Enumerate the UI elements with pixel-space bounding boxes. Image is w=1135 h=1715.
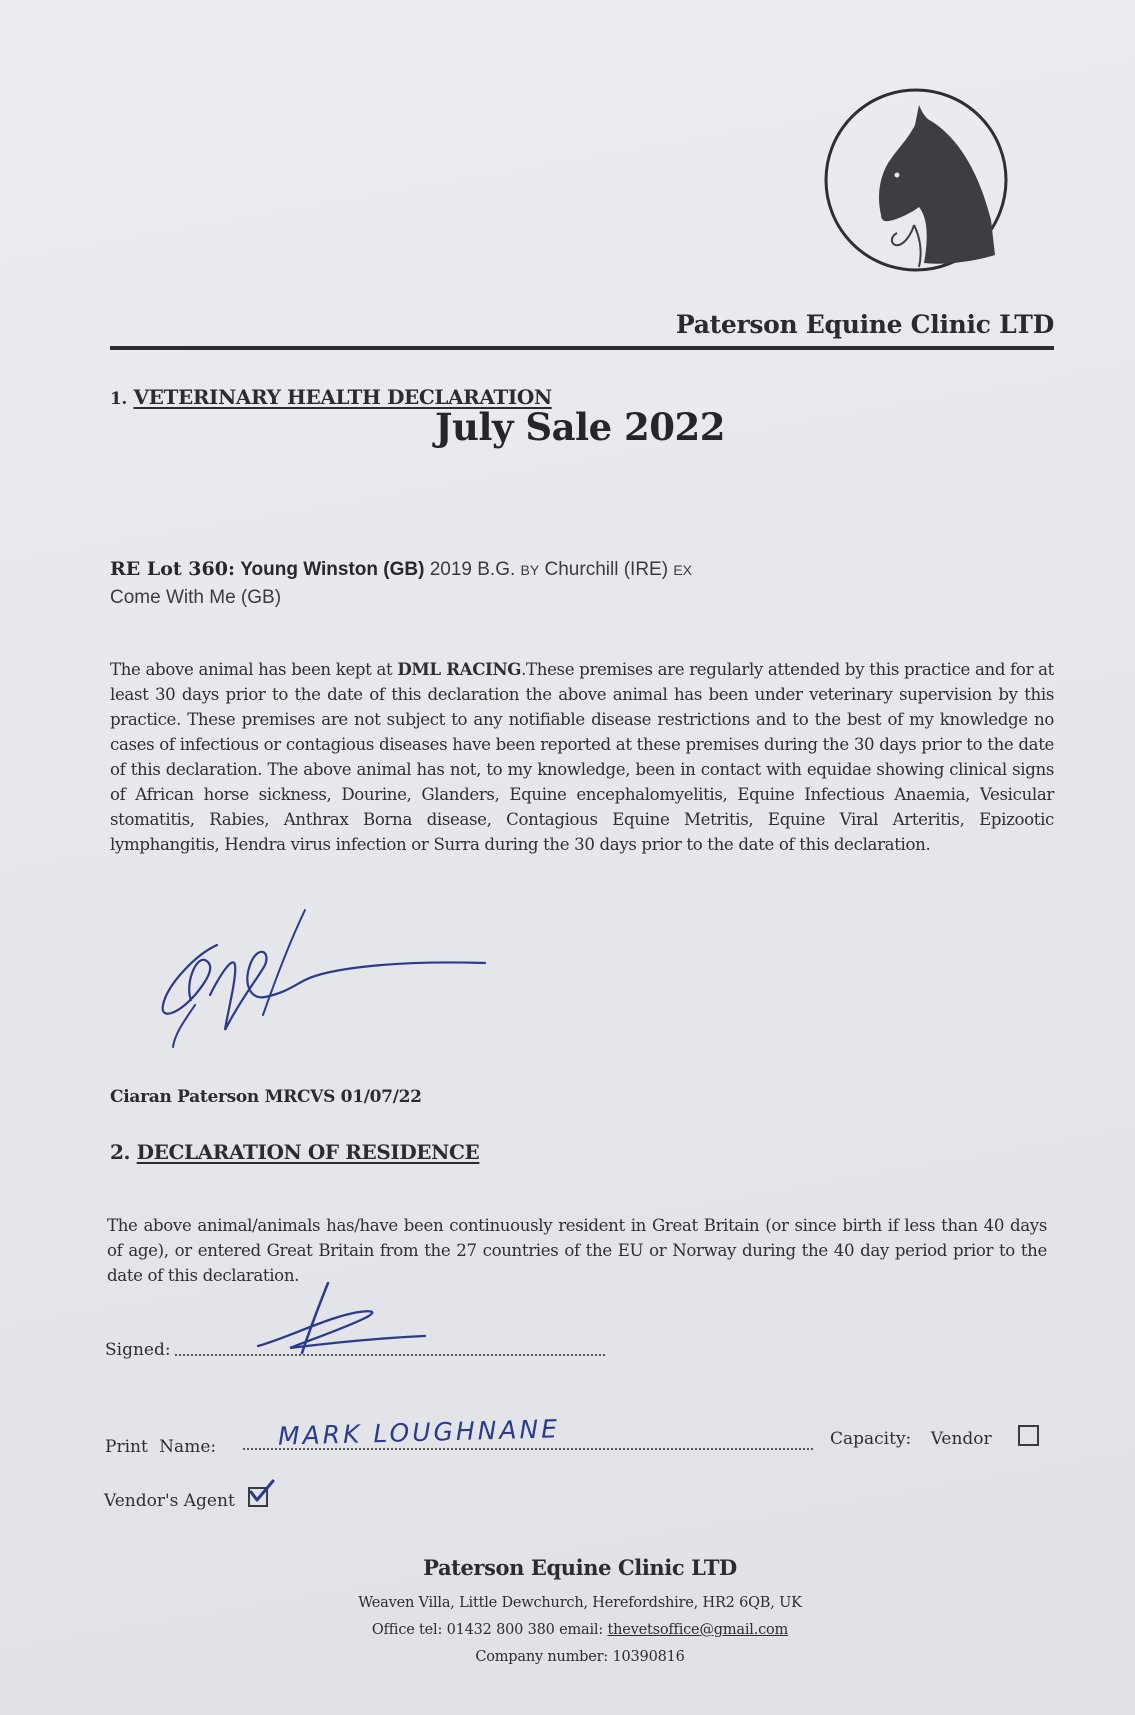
horse-details: 2019 B.G.: [429, 559, 516, 580]
vendor-signature: [250, 1278, 430, 1358]
print-name-label: Print Name:: [105, 1437, 217, 1457]
lot-details: [110, 555, 870, 612]
footer-clinic-name: Paterson Equine Clinic LTD: [423, 1555, 737, 1580]
declaration-text-before: The above animal has been kept at: [110, 660, 393, 679]
ex-word: EX: [673, 562, 693, 578]
sale-title: July Sale 2022: [435, 405, 725, 449]
signed-label: Signed:: [105, 1340, 171, 1360]
footer: [230, 1555, 930, 1671]
checkmark-icon: [246, 1478, 276, 1508]
horse-name: Young Winston (GB): [240, 559, 425, 580]
vet-signature: [155, 905, 495, 1055]
header-divider: [110, 346, 1054, 350]
vendors-agent-label: Vendor's Agent: [104, 1491, 235, 1511]
health-declaration-text: [110, 657, 1054, 857]
header-clinic-name: Paterson Equine Clinic LTD: [675, 310, 1054, 339]
declaration-text-after: .These premises are regularly attended by this practice and for at least 30 days prior to the date of this declaration the above animal has been under veterinary supervision by this practice. These premises are not subject to any notifiable disease restrictions and to the best of my knowledge no cases of infectious or contagious diseases have been reported at these premises during the 30 days prior to the date of this declaration. The above animal has not, to my knowledge, been in contact with equidae showing clinical signs of African horse sickness, Dourine, Glanders, Equine encephalomyelitis, Equine Infectious Anaemia, Vesicular stomatitis, Rabies, Anthrax Borna disease, Contagious Equine Metritis, Equine Viral Arteritis, Epizootic lymphangitis, Hendra virus infection or Surra during the 30 days prior to the date of this declaration.: [110, 660, 1054, 854]
by-word: BY: [520, 562, 540, 578]
capacity-label: Capacity:: [830, 1429, 912, 1449]
dam-name: Come With Me (GB): [110, 587, 282, 608]
residence-declaration-text: The above animal/animals has/have been continuously resident in Great Britain (or since birth if less than 40 days of age), or entered Great Britain from the 27 countries of the EU or Norway during the 40 day period prior to the date of this declaration.: [107, 1216, 1047, 1285]
section-2-heading: [110, 1140, 479, 1164]
print-name-value: MARK LOUGHNANE: [277, 1414, 561, 1451]
vendor-checkbox[interactable]: [1018, 1425, 1039, 1446]
horse-head-logo-icon: [819, 85, 1014, 275]
footer-tel: Office tel: 01432 800 380 email:: [371, 1622, 604, 1638]
footer-email-link[interactable]: thevetsoffice@gmail.com: [607, 1622, 789, 1638]
section-1-number: 1.: [110, 389, 127, 409]
footer-company-number: Company number: 10390816: [475, 1649, 685, 1665]
footer-contact: [230, 1617, 930, 1644]
vendor-label: Vendor: [930, 1429, 992, 1449]
section-2-number: 2.: [110, 1140, 131, 1164]
premises-name: DML RACING: [397, 659, 522, 679]
vet-name-date: Ciaran Paterson MRCVS 01/07/22: [110, 1087, 422, 1107]
sire-name: Churchill (IRE): [544, 559, 669, 580]
capacity-field: [830, 1429, 992, 1449]
footer-address: Weaven Villa, Little Dewchurch, Herefordshire, HR2 6QB, UK: [358, 1595, 802, 1611]
section-2-title: DECLARATION OF RESIDENCE: [136, 1140, 480, 1164]
lot-prefix: RE Lot 360:: [110, 558, 235, 580]
section-1-title: VETERINARY HEALTH DECLARATION: [133, 385, 552, 409]
